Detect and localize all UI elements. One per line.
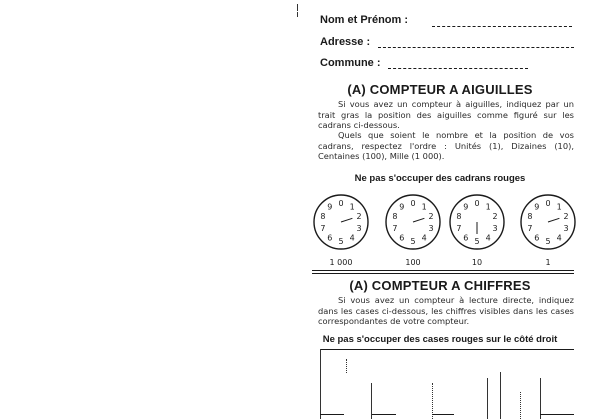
name-label: Nom et Prénom : [320, 14, 409, 26]
dial-digit: 2 [428, 212, 434, 222]
meter-dial[interactable] [314, 195, 368, 249]
dial-digit: 5 [338, 237, 344, 246]
dial-digit: 9 [399, 202, 405, 212]
digit-grid-top [320, 349, 574, 350]
dial-digit: 4 [421, 233, 427, 243]
dial-digit: 7 [527, 223, 533, 233]
meter-dial[interactable] [521, 195, 575, 249]
section-dials-title: (A) COMPTEUR A AIGUILLES [347, 82, 533, 97]
dial-digit: 6 [463, 233, 469, 243]
digit-box-base [540, 414, 574, 415]
digit-box-base [372, 414, 396, 415]
meter-dial[interactable] [450, 195, 504, 249]
dial-digit: 7 [456, 223, 462, 233]
dial-digit: 2 [356, 212, 362, 222]
dial-digit: 6 [399, 233, 405, 243]
dial-digit: 3 [492, 223, 498, 233]
dial-digit: 1 [349, 202, 355, 212]
section-dials-notice: Ne pas s'occuper des cadrans rouges [354, 173, 526, 184]
section-divider [312, 273, 574, 274]
dial-digit: 4 [485, 233, 491, 243]
dial-digit: 4 [556, 233, 562, 243]
dial-digit: 2 [563, 212, 569, 222]
dial-label-100: 100 [405, 258, 421, 267]
meter-dial[interactable] [386, 195, 440, 249]
dial-digit: 6 [327, 233, 333, 243]
address-label: Adresse : [320, 36, 371, 48]
margin-tick [297, 4, 298, 11]
dials-group [306, 190, 586, 254]
dial-hand [413, 218, 424, 222]
dial-digit: 0 [474, 199, 480, 208]
address-field[interactable] [378, 47, 574, 48]
dial-digit: 0 [338, 199, 344, 208]
section-dials-paragraph-2: Quels que soient le nombre et la position de vos cadrans, respectez l'ordre : Unités (1), Dizaines (10), Centaines (100), Mille (1 000). [318, 130, 574, 161]
commune-label: Commune : [320, 57, 381, 69]
commune-field[interactable] [388, 68, 528, 69]
dial-digit: 8 [456, 212, 462, 222]
dial-digit: 0 [545, 199, 551, 208]
dial-digit: 1 [421, 202, 427, 212]
digit-box-base [432, 414, 454, 415]
dial-label-1: 1 [545, 258, 551, 267]
dial-digit: 9 [463, 202, 469, 212]
dial-digit: 2 [492, 212, 498, 222]
dial-digit: 1 [485, 202, 491, 212]
digit-box-divider [540, 378, 541, 419]
dial-digit: 9 [327, 202, 333, 212]
margin-tick [297, 12, 298, 17]
section-digits-title: (A) COMPTEUR A CHIFFRES [349, 278, 531, 293]
section-divider [312, 270, 574, 271]
digit-box-divider [520, 392, 521, 419]
dial-digit: 8 [392, 212, 398, 222]
dial-digit: 8 [320, 212, 326, 222]
dial-label-10: 10 [471, 258, 483, 267]
dial-digit: 4 [349, 233, 355, 243]
dial-hand [548, 218, 559, 222]
dial-label-1000: 1 000 [329, 258, 353, 267]
dial-digit: 8 [527, 212, 533, 222]
digit-box-divider [500, 372, 501, 419]
section-digits-paragraph: Si vous avez un compteur à lecture directe, indiquez dans les cases ci-dessous, les chiffres visibles dans les cases correspondantes de votre compteur. [318, 295, 574, 326]
name-field[interactable] [432, 26, 572, 27]
dial-digit: 3 [356, 223, 362, 233]
digit-box-divider [346, 359, 347, 373]
dial-digit: 1 [556, 202, 562, 212]
dial-digit: 0 [410, 199, 416, 208]
dial-hand [341, 218, 352, 222]
dial-digit: 7 [392, 223, 398, 233]
dial-digit: 5 [545, 237, 551, 246]
digit-box-base [320, 414, 344, 415]
dial-digit: 5 [474, 237, 480, 246]
dial-digit: 6 [534, 233, 540, 243]
dial-digit: 5 [410, 237, 416, 246]
dial-digit: 9 [534, 202, 540, 212]
digit-grid-edge [320, 349, 321, 419]
dial-digit: 3 [563, 223, 569, 233]
dial-digit: 3 [428, 223, 434, 233]
section-digits-notice: Ne pas s'occuper des cases rouges sur le côté droit [322, 334, 558, 345]
dial-digit: 7 [320, 223, 326, 233]
section-dials-paragraph-1: Si vous avez un compteur à aiguilles, indiquez par un trait gras la position des aiguilles comme figuré sur les cadrans ci-dessous. [318, 99, 574, 130]
digit-box-divider [487, 378, 488, 419]
